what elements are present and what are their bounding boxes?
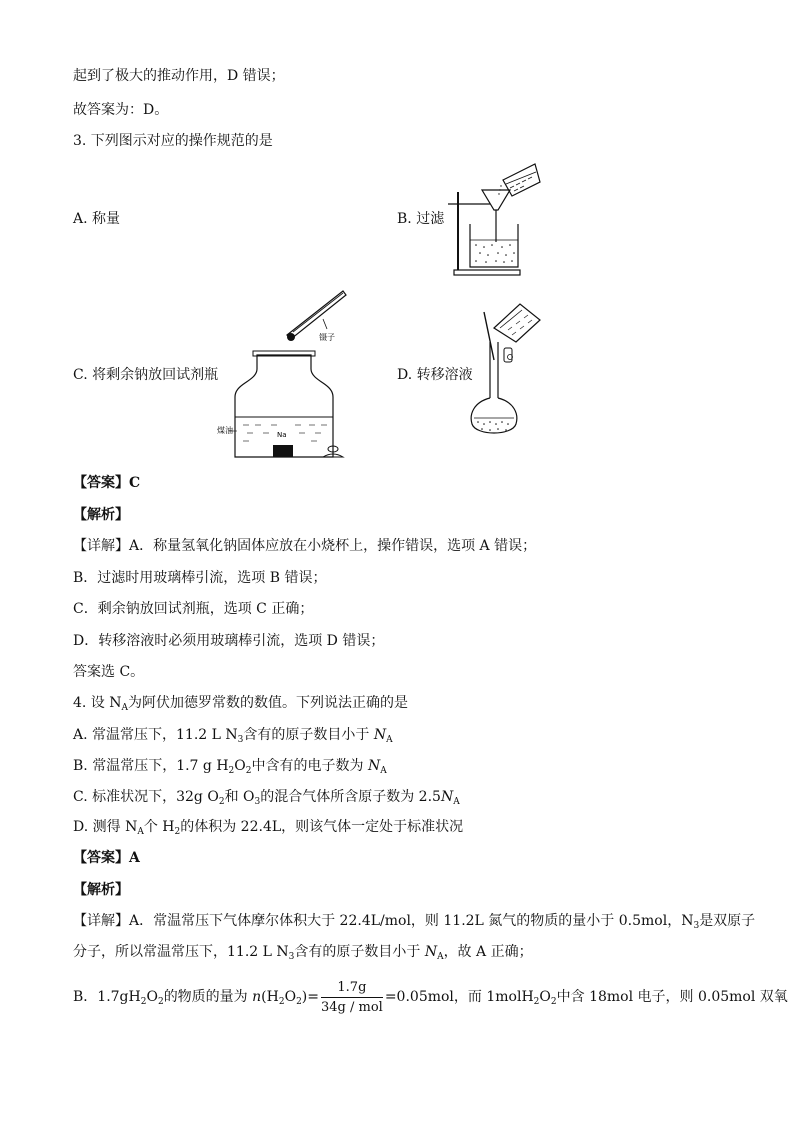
detail-3-line: C．剩余钠放回试剂瓶，选项 C 正确； [73, 601, 314, 617]
question-4: 4. 设 $N_A$为阿伏加德罗常数的数值。下列说法正确的是 [73, 695, 409, 713]
option-4a: A. 常温常压下，11.2 L $N_3$含有的原子数目小于 $N_A$ [73, 727, 393, 745]
detail-4-line: 【详解】A．常温常压下气体摩尔体积大于 22.4L/mol，则 11.2L 氮气的物质的量小于 0.5mol，$N_3$是双原子 [73, 913, 756, 931]
fraction: $\frac{1.7g}{\text{34g / mol}}$ [321, 979, 383, 1015]
sodium-label: Na [277, 431, 287, 439]
detail-4-line: B．$1.7gH_2O_2$的物质的量为 $n(H_2O_2)=$ $\frac{1.7g}{\text{34g / mol}}$ =0.05mol，而 $1molH_2O_2$中含 18mol 电子，则 0.05mol 双氧 [73, 979, 788, 1015]
option-3d: D. 转移溶液 [397, 367, 473, 383]
tweezers-label: 镊子 [319, 333, 335, 342]
option-4d: D. 测得 $N_A$个 $H_2$的体积为 22.4L，则该气体一定处于标准状况 [73, 819, 464, 837]
detail-3-line: B．过滤时用玻璃棒引流，选项 B 错误； [73, 570, 327, 586]
reagent-bottle-figure [215, 285, 355, 460]
analysis-4-heading: 【解析】 [73, 882, 129, 898]
option-4b: B. 常温常压下，1.7 g $H_2O_2$中含有的电子数为 $N_A$ [73, 758, 387, 776]
filtration-figure [440, 152, 550, 282]
answer-4: 【答案】A [73, 850, 140, 866]
detail-3-line: 答案选 C。 [73, 664, 145, 680]
question-3: 3. 下列图示对应的操作规范的是 [73, 133, 273, 149]
volumetric-flask-figure [470, 302, 550, 442]
option-4c: C. 标准状况下，32g $O_2$和 $O_3$的混合气体所含原子数为 $2.5N_A$ [73, 789, 460, 807]
option-3b: B. 过滤 [397, 211, 445, 227]
option-3c: C. 将剩余钠放回试剂瓶 [73, 367, 219, 383]
option-3a: A. 称量 [73, 211, 121, 227]
answer-3: 【答案】C [73, 475, 141, 491]
detail-3-line: 【详解】A．称量氢氧化钠固体应放在小烧杯上，操作错误，选项 A 错误； [73, 538, 537, 554]
analysis-3-heading: 【解析】 [73, 507, 129, 523]
text-line: 故答案为：D。 [73, 102, 169, 118]
detail-4-line: 分子，所以常温常压下，11.2 L $N_3$含有的原子数目小于 $N_A$，故 A 正确； [73, 944, 533, 962]
kerosene-label: 煤油 [217, 426, 233, 435]
text-line: 起到了极大的推动作用，D 错误； [73, 68, 285, 84]
detail-3-line: D．转移溶液时必须用玻璃棒引流，选项 D 错误； [73, 633, 385, 649]
